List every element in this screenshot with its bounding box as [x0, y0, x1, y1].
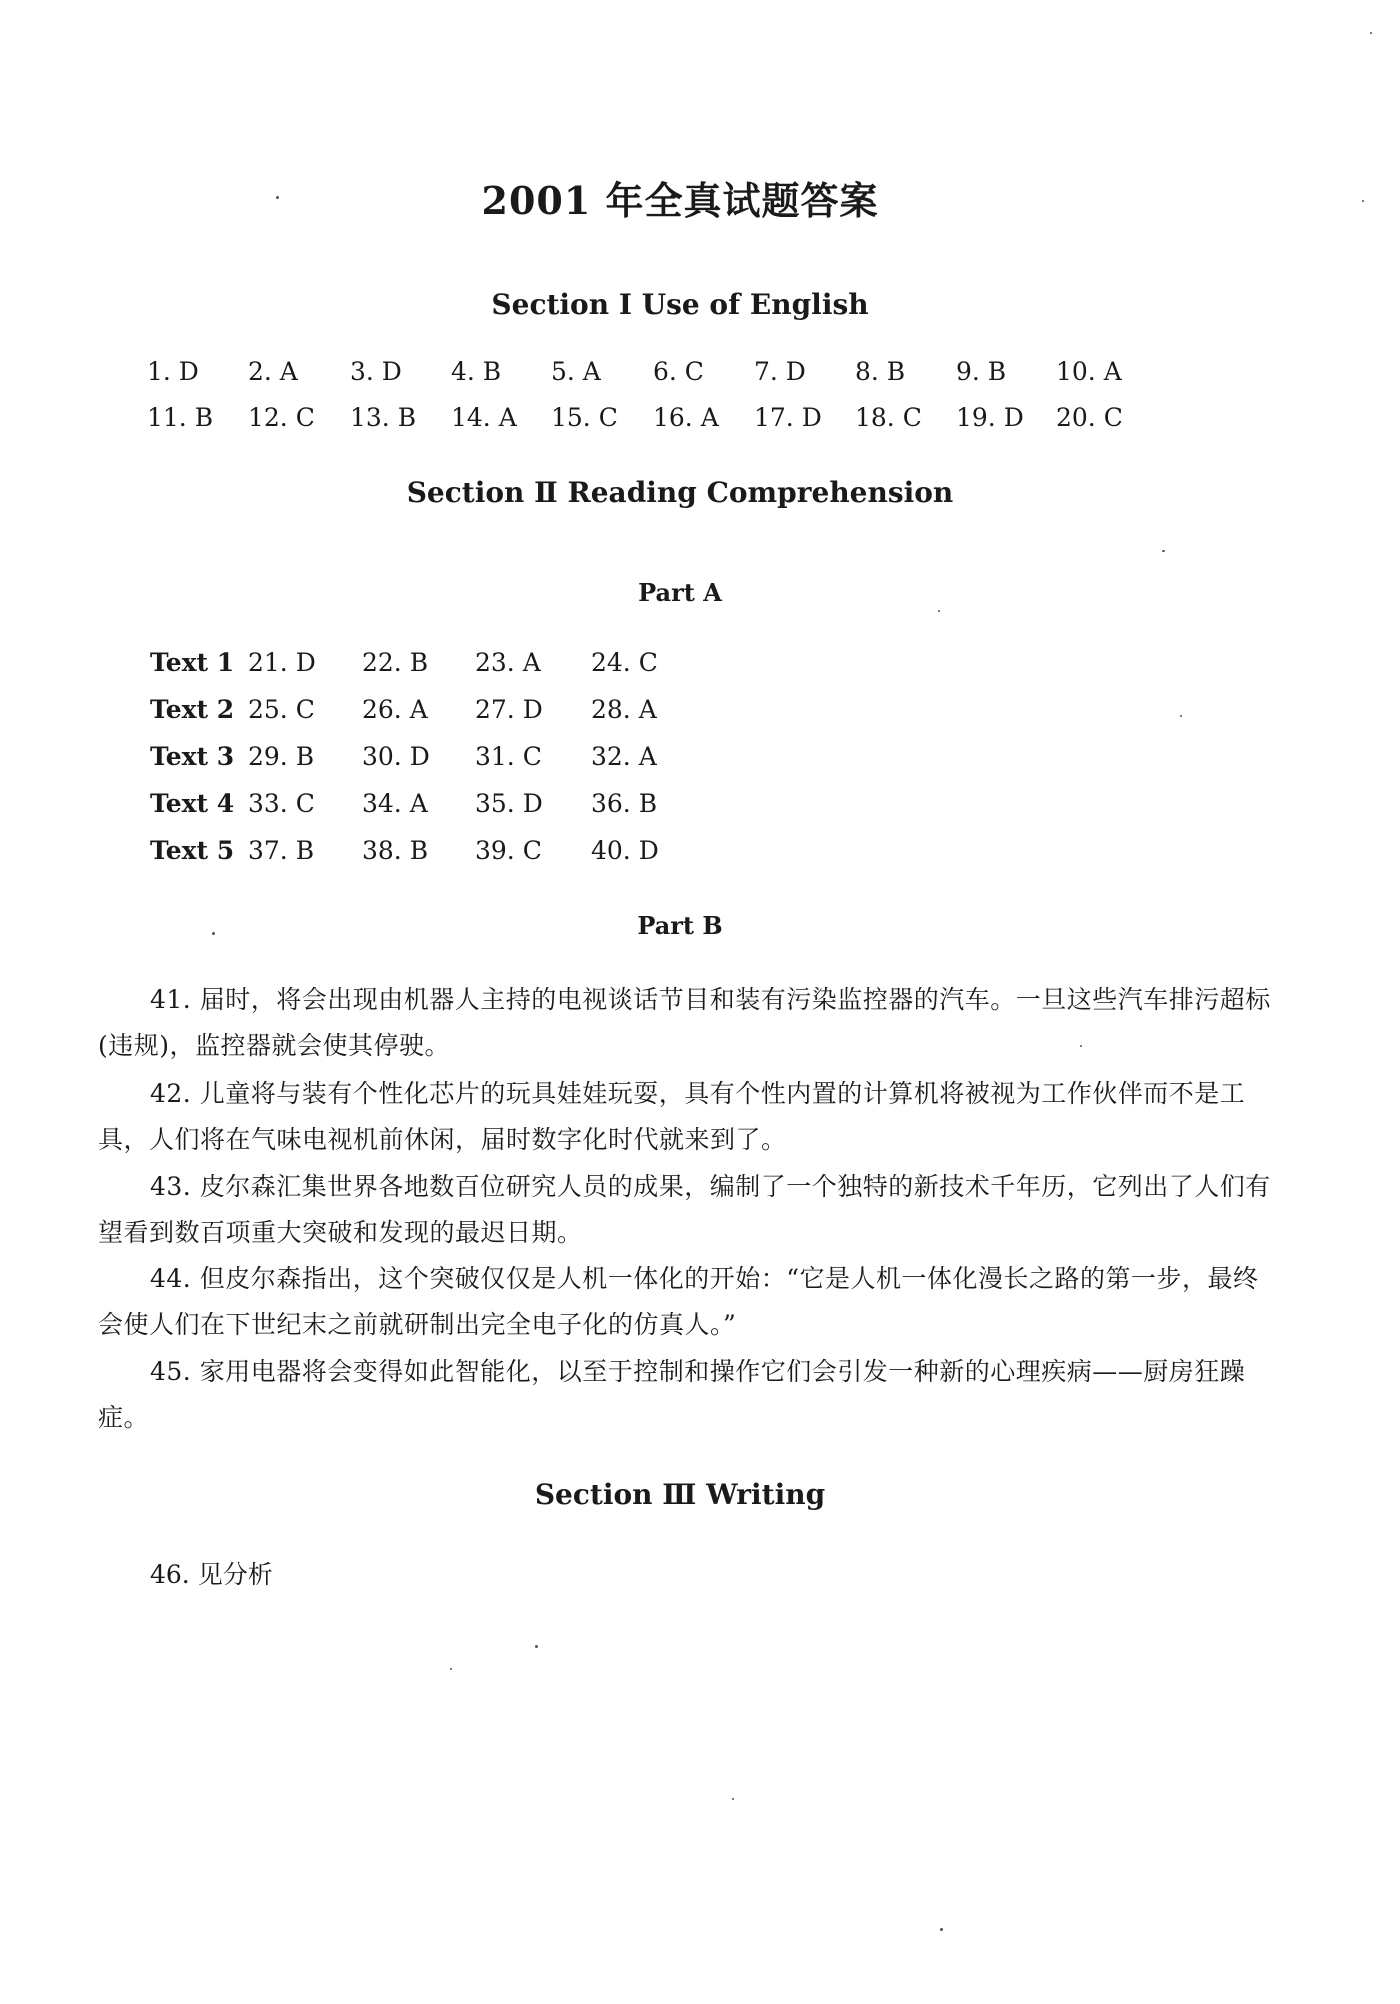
page-title: 2001 年全真试题答案 — [481, 178, 879, 223]
answer-item: 36. B — [591, 789, 658, 818]
answer-item: 25. C — [248, 695, 315, 724]
answer-item: 17. D — [754, 403, 822, 432]
answer-item: 37. B — [248, 836, 315, 865]
answer-item: 20. C — [1056, 403, 1123, 432]
answer-item: 19. D — [956, 403, 1024, 432]
scan-speck — [1162, 550, 1165, 552]
answer-item: 6. C — [653, 357, 704, 386]
scan-speck — [732, 1798, 734, 1800]
scan-speck — [276, 196, 279, 199]
scan-speck — [212, 932, 215, 935]
answer-item: 33. C — [248, 789, 315, 818]
answer-item: 4. B — [451, 357, 502, 386]
text-label: Text 5 — [150, 836, 235, 865]
translation-paragraph: 42. 儿童将与装有个性化芯片的玩具娃娃玩耍，具有个性内置的计算机将被视为工作伙伴而不是工具，人们将在气味电视机前休闲，届时数字化时代就来到了。 — [98, 1079, 1246, 1154]
answer-item: 12. C — [248, 403, 315, 432]
scan-speck — [940, 1928, 943, 1931]
answer-item: 21. D — [248, 648, 316, 677]
answer-item: 10. A — [1056, 357, 1122, 386]
answer-item: 1. D — [147, 357, 199, 386]
answer-item: 9. B — [956, 357, 1007, 386]
answer-item: 23. A — [475, 648, 541, 677]
part-b-heading: Part B — [637, 911, 723, 940]
scan-speck — [1370, 32, 1372, 34]
answer-item: 15. C — [551, 403, 618, 432]
translation-paragraph: 45. 家用电器将会变得如此智能化，以至于控制和操作它们会引发一种新的心理疾病——厨房狂躁症。 — [98, 1357, 1246, 1432]
scan-speck — [1362, 200, 1364, 202]
answer-item: 3. D — [350, 357, 402, 386]
part-a-heading: Part A — [638, 578, 722, 607]
answer-item: 13. B — [350, 403, 417, 432]
answer-item: 39. C — [475, 836, 542, 865]
answer-item: 34. A — [362, 789, 428, 818]
section-3-heading: Section Ⅲ Writing — [534, 1478, 826, 1511]
answer-item: 31. C — [475, 742, 542, 771]
text-label: Text 3 — [150, 742, 235, 771]
answer-item: 27. D — [475, 695, 543, 724]
section-2-heading: Section Ⅱ Reading Comprehension — [406, 476, 954, 509]
answer-item: 29. B — [248, 742, 315, 771]
writing-answer: 46. 见分析 — [150, 1560, 273, 1589]
answer-item: 16. A — [653, 403, 719, 432]
section-1-heading: Section Ⅰ Use of English — [491, 288, 869, 321]
answer-item: 7. D — [754, 357, 806, 386]
answer-item: 2. A — [248, 357, 298, 386]
answer-item: 35. D — [475, 789, 543, 818]
answer-item: 28. A — [591, 695, 657, 724]
answer-item: 8. B — [855, 357, 906, 386]
scan-speck — [1080, 1045, 1082, 1047]
text-label: Text 2 — [150, 695, 235, 724]
scan-speck — [1180, 715, 1182, 717]
text-label: Text 4 — [150, 789, 235, 818]
answer-item: 14. A — [451, 403, 517, 432]
scan-speck — [535, 1645, 538, 1648]
answer-item: 38. B — [362, 836, 429, 865]
translation-paragraph: 43. 皮尔森汇集世界各地数百位研究人员的成果，编制了一个独特的新技术千年历，它列出了人们有望看到数百项重大突破和发现的最迟日期。 — [98, 1172, 1271, 1247]
answer-item: 24. C — [591, 648, 658, 677]
translation-paragraph: 44. 但皮尔森指出，这个突破仅仅是人机一体化的开始：“它是人机一体化漫长之路的第一步，最终会使人们在下世纪末之前就研制出完全电子化的仿真人。” — [98, 1264, 1259, 1339]
answer-item: 11. B — [147, 403, 214, 432]
answer-item: 22. B — [362, 648, 429, 677]
translation-paragraph: 41. 届时，将会出现由机器人主持的电视谈话节目和装有污染监控器的汽车。一旦这些汽车排污超标(违规)，监控器就会使其停驶。 — [98, 985, 1271, 1060]
answer-item: 26. A — [362, 695, 428, 724]
text-label: Text 1 — [150, 648, 235, 677]
answer-item: 30. D — [362, 742, 430, 771]
answer-item: 40. D — [591, 836, 659, 865]
answer-item: 32. A — [591, 742, 657, 771]
scan-speck — [450, 1668, 452, 1670]
scan-speck — [938, 610, 940, 612]
answer-item: 5. A — [551, 357, 601, 386]
answer-item: 18. C — [855, 403, 922, 432]
